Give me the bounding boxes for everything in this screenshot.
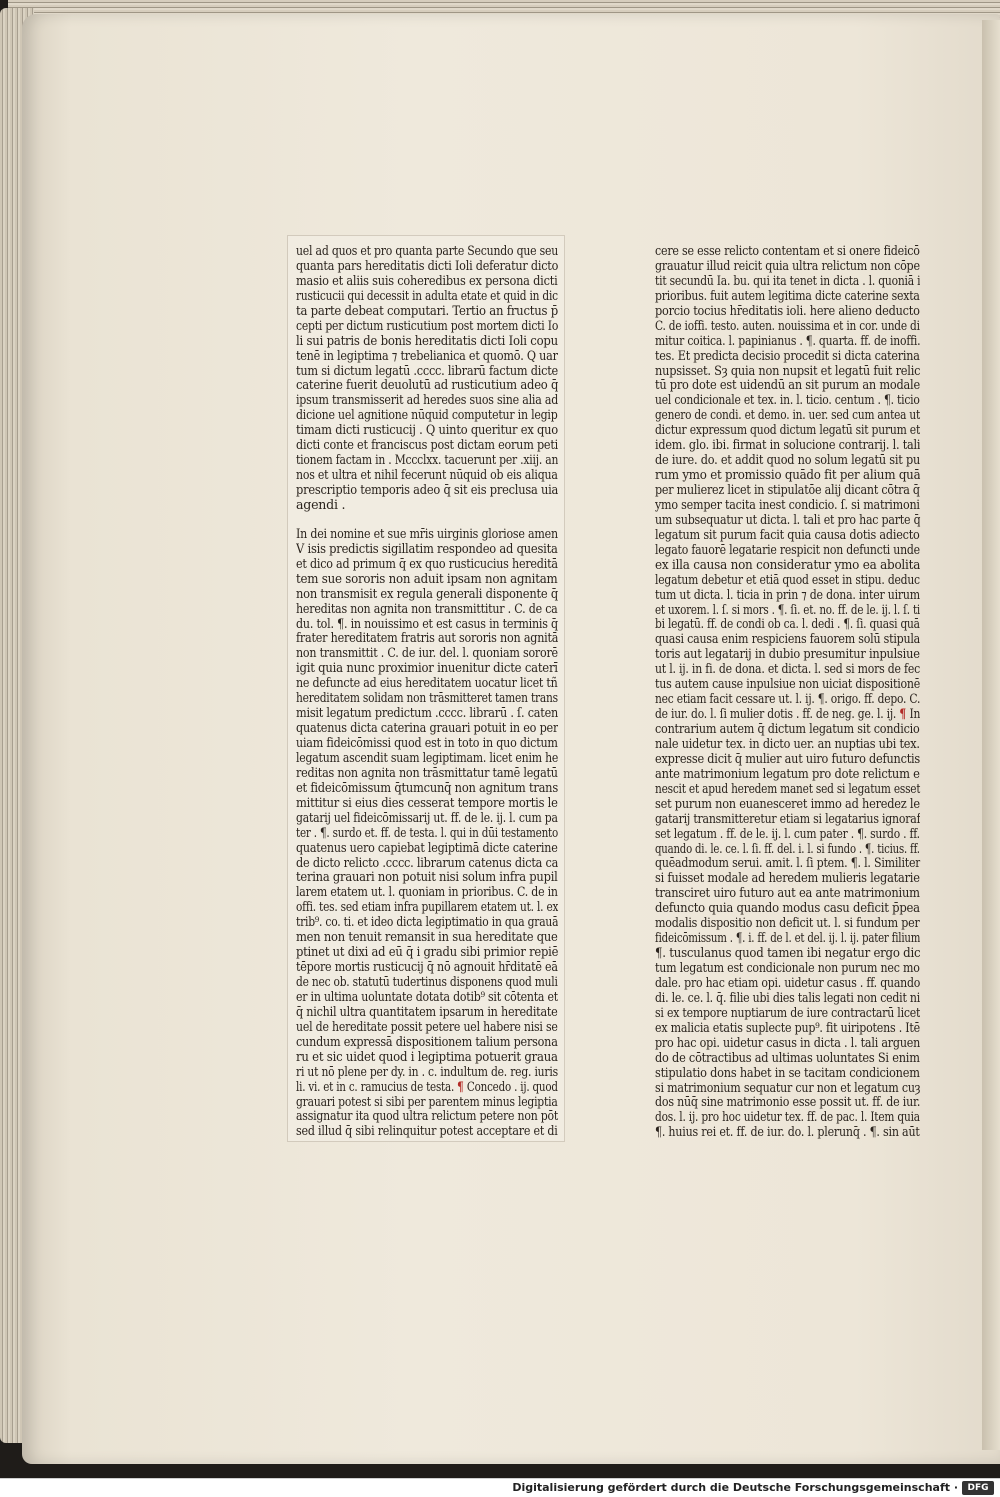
text-line: frater hereditatem fratris aut sororis non agnitā	[296, 631, 558, 646]
text-line: tū pro dote est uidendū an sit purum an modale	[655, 378, 920, 393]
text-line: ta parte debeat computari. Tertio an fructus p̄	[296, 303, 558, 318]
rubric-mark: ¶	[457, 1079, 467, 1094]
text-line: um subsequatur ut dicta. l. tali et pro hac parte q̄	[655, 512, 921, 527]
next-page-edge	[982, 20, 1000, 1450]
text-line: ne defuncte ad eius hereditatem uocatur licet tñ	[296, 676, 558, 691]
text-line: dos nūq̄ sine matrimonio esse possit ut. ff. de iur.	[655, 1095, 920, 1110]
text-line: pro hac opi. uidetur casus in dicta . l. tali arguen	[655, 1035, 920, 1050]
text-line: quēadmodum serui. amit. l. ſi ptem. ¶. l. Similiter	[655, 856, 921, 871]
text-line: non transmittit . C. de iur. del. l. quoniam sororē	[296, 646, 558, 661]
text-line: nale uidetur tex. in dicto uer. an nuptias ubi tex.	[655, 736, 920, 751]
text-line: expresse dicit q̄ mulier aut uiro futuro defunctis	[655, 751, 920, 766]
text-line: prioribus. fuit autem legitima dicte caterine sexta	[655, 288, 920, 303]
text-line: de iure. do. et addit quod no solum legatū sit pu	[655, 453, 920, 468]
text-line: nos et ultra et nihil fecerunt nūquid ob eis aliqua	[296, 468, 558, 483]
text-line: et uxorem. l. ſ. si mors . ¶. ſi. et. no. ff. de le. ij. l. ſ. ti	[655, 602, 921, 617]
left-text-column	[296, 244, 558, 1139]
text-line: tem sue sororis non aduit ipsam non agnitam	[296, 571, 558, 586]
text-line: ter . ¶. surdo et. ff. de testa. l. qui in dūi testamento	[296, 825, 558, 840]
text-line: toris aut legatarij in dubio presumitur inpulsiue	[655, 647, 920, 662]
text-line: assignatur ita quod ultra relictum petere non pōt	[296, 1109, 559, 1124]
text-line: agendi .	[296, 497, 346, 512]
text-line: per mulierez licet in stipulatōe alij dicant cōtra q̄	[655, 483, 920, 497]
text-line: uel ad quos et pro quanta parte Secundo que seu	[296, 244, 559, 258]
text-line: sed illud q̄ sibi relinquitur potest acceptare et di	[296, 1124, 558, 1139]
text-line: legatum sit purum facit quia causa dotis adiecto	[655, 527, 920, 542]
text-line: si fuisset modale ad heredem mulieris legatarie	[655, 871, 920, 886]
text-line: masio et aliis suis coheredibus ex persona dicti	[296, 273, 558, 288]
text-line: tum legatum est condicionale non purum nec mo	[655, 961, 920, 975]
text-line: prescriptio temporis adeo q̄ sit eis preclusa uia	[296, 483, 559, 497]
text-line: legatum ascendit suam legiptimam. licet enim he	[296, 750, 559, 765]
text-line: terina grauari non potuit nisi solum infra pupil	[296, 870, 558, 885]
rubric-mark: ¶	[899, 707, 910, 722]
text-line: set purum non euanesceret immo ad heredez le	[655, 796, 920, 811]
text-line: idem. glo. ibi. firmat in solucione contrarij. l. tali	[655, 438, 920, 453]
text-line: dale. pro hac etiam opi. uidetur casus . ff. quando	[655, 975, 921, 990]
text-line: dos. l. ij. pro hoc uidetur tex. ff. de pac. l. Item quia	[655, 1110, 920, 1125]
text-line: tionem factam in . Mccclxx. tacuerunt per .xiij. an	[296, 453, 558, 468]
text-line: tum ut dicta. l. ticia in prin ⁊ de dona. inter uirum	[655, 587, 920, 602]
text-line: tes. Et predicta decisio procedit si dicta caterina	[655, 348, 920, 363]
text-line: grauatur illud reicit quia ultra relictum non cōpe	[655, 258, 920, 273]
text-line: quanta pars hereditatis dicti Ioli deferatur dicto	[296, 258, 558, 273]
text-line: uel condicionale et tex. in. l. ticio. centum . ¶. ticio	[655, 393, 920, 408]
text-line: C. de ioffi. testo. auten. nouissima et in cor. unde di	[655, 318, 920, 333]
text-line: tēpore mortis rusticucij q̄ nō agnouit hr̄ditatē eā	[296, 960, 558, 975]
text-line: et dico ad primum q̄ ex quo rusticucius hereditā	[296, 556, 558, 571]
paragraph-gap	[296, 513, 558, 527]
text-line: reditas non agnita non trāsmittatur tamē legatū	[296, 765, 558, 780]
text-line: igit̄ quia nunc proximior inuenitur dicte caterī	[296, 661, 558, 676]
text-line: cundum expressā dispositionem talium persona	[296, 1034, 558, 1049]
text-line: genero de condi. et demo. in. uer. sed cum antea ut	[655, 408, 921, 423]
text-line: do de cōtractibus ad ultimas uoluntates Si enim	[655, 1050, 920, 1065]
text-line: de iur. do. l. ſi mulier dotis . ff. de neg. ge. l. ij. ¶ In	[655, 707, 920, 722]
text-line: ptinet ut dixi ad eū q̄ i gradu sibi primior repiē	[296, 945, 558, 960]
text-line: transciret uiro futuro aut ea ante matrimonium	[655, 886, 920, 901]
text-line: quando di. le. ce. l. ſi. ff. del. i. l. si fundo . ¶. ticius. ff.	[655, 841, 920, 856]
text-line: men non tenuit remansit in sua hereditate que	[296, 930, 558, 945]
text-line: si matrimonium sequatur cur non et legatum cuȝ	[655, 1080, 920, 1095]
text-line: dicione uel agnitione nūquid computetur in legip	[296, 408, 558, 423]
text-line: V isis predictis sigillatim respondeo ad quesita	[296, 541, 558, 556]
text-line: timam dicti rusticucij . Q uinto queritur ex quo	[296, 423, 559, 438]
text-line: ex illa causa non consideratur ymo ea abolita	[655, 557, 920, 572]
text-line: ¶. huius rei et. ff. de iur. do. l. plerunq̄ . ¶. sin aūt	[655, 1125, 920, 1140]
text-line: uiam fideicōmissi quod est in toto in quo dictum	[296, 736, 558, 750]
text-line: set legatum . ff. de le. ij. l. cum pater . ¶. surdo . ff.	[655, 826, 920, 841]
text-line: uel de hereditate possit petere uel habere nisi se	[296, 1019, 558, 1034]
dfg-logo-icon: DFG	[962, 1481, 994, 1495]
text-line: ipsum transmisserit ad heredes suos sine alia ad	[296, 393, 558, 408]
text-line: dicti conte et franciscus post dictam eorum peti	[296, 438, 558, 453]
text-line: caterine fuerit deuolutū ad rusticutium adeo q̄	[296, 378, 558, 393]
text-line: rusticucii qui decessit in adulta etate et quid in dic	[296, 288, 558, 303]
text-line: de nec ob. statutū tudertinus disponens quod muli	[296, 975, 558, 989]
text-line: du. tol. ¶. in nouissimo et est casus in terminis q̄	[296, 616, 558, 631]
text-line: et fideicōmissum q̄tumcunq̄ non agnitum trans	[296, 780, 558, 795]
text-line: non transmisit ex regula generali disponente q̄	[296, 586, 558, 601]
text-line: ru et sic uidet̄ quod i legiptima potuerit graua	[296, 1049, 558, 1064]
text-line: cepti per dictum rusticutium post mortem dicti Io	[296, 318, 558, 333]
text-line: cere se esse relicto contentam et si onere fideicō	[655, 244, 920, 258]
text-line: ri ut nō plene per dy. in . c. indultum de. reg. iuris	[296, 1064, 558, 1079]
text-line: hereditas non agnita non transmittitur . C. de ca	[296, 601, 558, 616]
text-line: legatum debetur et etiā quod esset in stipu. deduc	[655, 572, 920, 587]
right-text-column	[655, 244, 920, 1140]
text-line: ut l. ij. in fi. de dona. et dicta. l. sed si mors de fec	[655, 662, 920, 677]
text-line: mittitur si eius dies cesserat tempore mortis le	[296, 795, 558, 810]
text-line: legato fauorē legatarie respicit non defuncti unde	[655, 542, 920, 557]
text-line: er in ultima uoluntate dotata dotib⁹ sit cōtenta et	[296, 989, 558, 1004]
text-line: ante matrimonium legatum pro dote relictum e	[655, 766, 920, 781]
text-line: grauari potest si sibi per parentem minus legiptia	[296, 1094, 558, 1109]
text-line: de dicto relicto .cccc. librarum catenus dicta ca	[296, 855, 558, 870]
text-line: dictur expressum quod dictum legatū sit purum et	[655, 423, 921, 438]
text-line: quatenus uero capiebat legiptimā dicte caterine	[296, 840, 558, 855]
text-line: bi legatū. ff. de condi ob ca. l. dedi . ¶. ſi. quasi quā	[655, 617, 920, 632]
text-line: ymo semper tacita inest condicio. ſ. si matrimoni	[655, 497, 920, 512]
text-line: nec etiam facit cessare ut. l. ij. ¶. origo. ff. depo. C.	[655, 692, 920, 707]
text-line: di. le. ce. l. q̄. filie ubi dies talis legati non cedit ni	[655, 990, 921, 1005]
text-line: trib⁹. co. ti. et ideo dicta legiptimatio in qua grauā	[296, 915, 558, 930]
text-line: modalis dispositio non deficit ut. l. si fundum per	[655, 916, 920, 931]
text-line: gatarij transmitteretur etiam si legatarius ignoraf	[655, 811, 921, 826]
text-line: tit secundū Ia. bu. qui ita tenet in dicta . l. quoniā i	[655, 273, 920, 288]
text-line: li sui patris de bonis hereditatis dicti Ioli copu	[296, 333, 558, 348]
text-line: offi. tes. sed etiam infra pupillarem etatem ut. l. ex	[296, 900, 559, 915]
text-line: rum ymo et promissio quādo fit per alium quā	[655, 468, 921, 483]
text-line: defuncto quia quando modus casu deficit p̄pea	[655, 901, 920, 916]
text-line: li. vi. et in c. ramucius de testa. ¶ Concedo . ij. quod	[296, 1079, 558, 1094]
text-line: gatarij uel fideicōmissarij ut. ff. de le. ij. l. cum pa	[296, 810, 558, 825]
text-line: ex malicia etatis suplecte pup⁹. fit uiripotens . Itē	[655, 1020, 920, 1035]
text-line: nupsisset. Sȝ quia non nupsit et legatū fuit relic	[655, 363, 920, 378]
text-line: tum si dictum legatū .cccc. librarū factum dicte	[296, 363, 558, 378]
footer-bar	[0, 1478, 1000, 1497]
text-line: tus autem cause inpulsiue non uiciat dispositionē	[655, 677, 921, 692]
text-line: ¶. tusculanus quod tamen ibi negatur ergo dic	[655, 946, 920, 961]
text-line: fideicōmissum . ¶. i. ff. de l. et del. ij. l. ij. pater filium	[655, 931, 920, 946]
text-line: larem etatem ut. l. quoniam in prioribus. C. de in	[296, 885, 558, 900]
text-line: stipulatio dons habet in se tacitam condicionem	[655, 1065, 920, 1080]
text-line: porcio tocius hr̄editatis ioli. here alieno deducto	[655, 303, 920, 318]
text-line: hereditatem solidam non trāsmitteret tamen trans	[296, 691, 558, 706]
text-line: q̄ nichil ultra quantitatem ipsarum in hereditate	[296, 1004, 558, 1019]
text-line: contrarium autem q̄ dictum legatum sit condicio	[655, 722, 920, 736]
text-line: misit legatum predictum .cccc. librarū . ſ. caten	[296, 706, 558, 721]
text-line: mitur coitica. l. papinianus . ¶. quarta. ff. de inoffi.	[655, 333, 921, 348]
text-line: si ex tempore nuptiarum de iure contractarū licet	[655, 1005, 921, 1020]
text-line: nescit et apud heredem manet sed si legatum esset	[655, 781, 921, 796]
text-line: tenē in legiptima ⁊ trebelianica et quomō. Q uar	[296, 348, 558, 363]
text-line: quasi causa enim respiciens fauorem solū stipula	[655, 632, 920, 647]
text-line: In dei nomine et sue mr̄is uirginis gloriose amen	[296, 526, 558, 541]
text-line: quatenus dicta caterina grauari potuit in eo per	[296, 721, 558, 736]
funding-notice: Digitalisierung gefördert durch die Deutsche Forschungsgemeinschaft ·	[512, 1481, 958, 1494]
